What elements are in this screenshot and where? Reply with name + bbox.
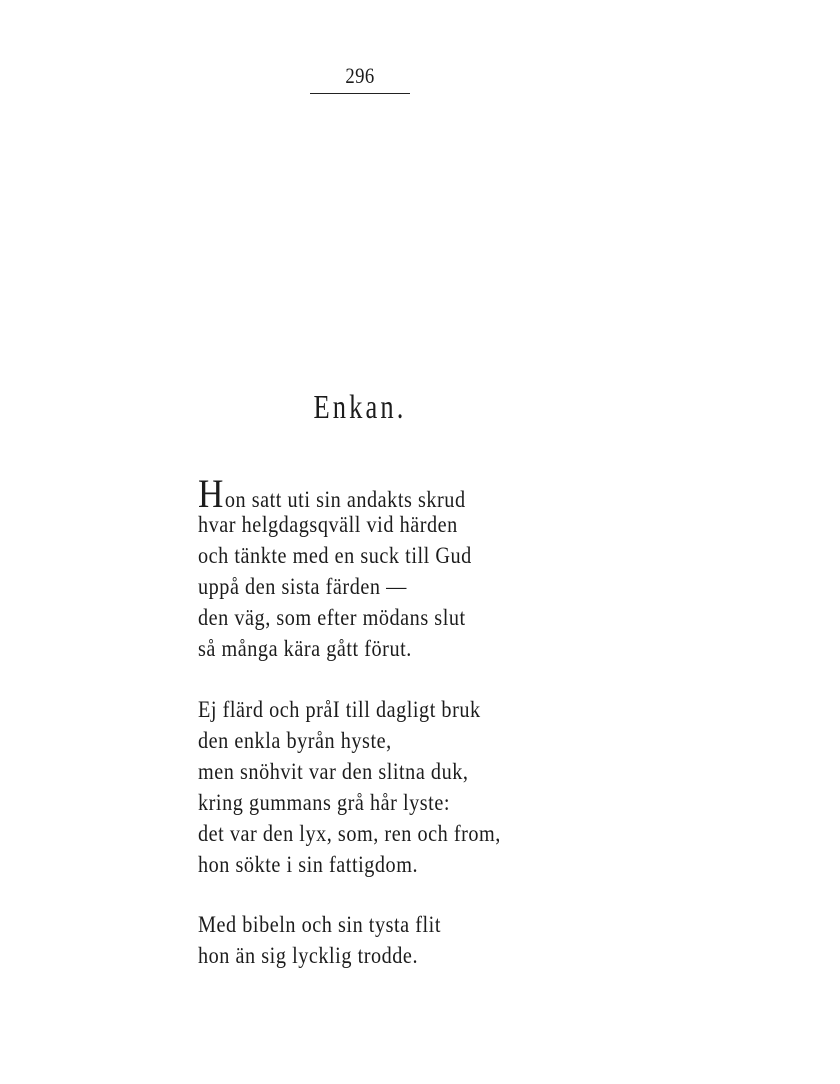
poem-line: Ej flärd och pråI till dagligt bruk <box>198 696 481 722</box>
poem-line: hon sökte i sin fattigdom. <box>198 851 419 877</box>
poem-line: uppå den sista färden — <box>198 574 407 599</box>
poem-line: den enkla byrån hyste, <box>198 727 392 753</box>
poem-line: hvar helgdagsqväll vid härden <box>198 512 458 537</box>
poem-line: och tänkte med en suck till Gud <box>198 543 472 568</box>
poem-title: Enkan. <box>313 389 407 426</box>
poem-line: kring gummans grå hår lyste: <box>198 789 450 815</box>
page-number: 296 <box>345 63 375 88</box>
poem-line <box>198 471 726 516</box>
stanza-3 <box>198 909 798 971</box>
poem-line: hon än sig lycklig trodde. <box>198 943 419 968</box>
poem-line: Med bibeln och sin tysta flit <box>198 912 441 937</box>
poem-line-text: on satt uti sin andakts skrud <box>224 487 466 512</box>
poem-line: men snöhvit var den slitna duk, <box>198 758 469 784</box>
poem-body <box>198 471 798 1001</box>
stanza-1 <box>198 471 798 664</box>
poem-line: det var den lyx, som, ren och from, <box>198 820 501 846</box>
stanza-2 <box>198 694 798 880</box>
page-number-rule <box>310 93 410 94</box>
poem-line: den väg, som efter mödans slut <box>198 605 466 630</box>
drop-cap: H <box>198 471 224 516</box>
poem-line: så många kära gått förut. <box>198 636 412 661</box>
